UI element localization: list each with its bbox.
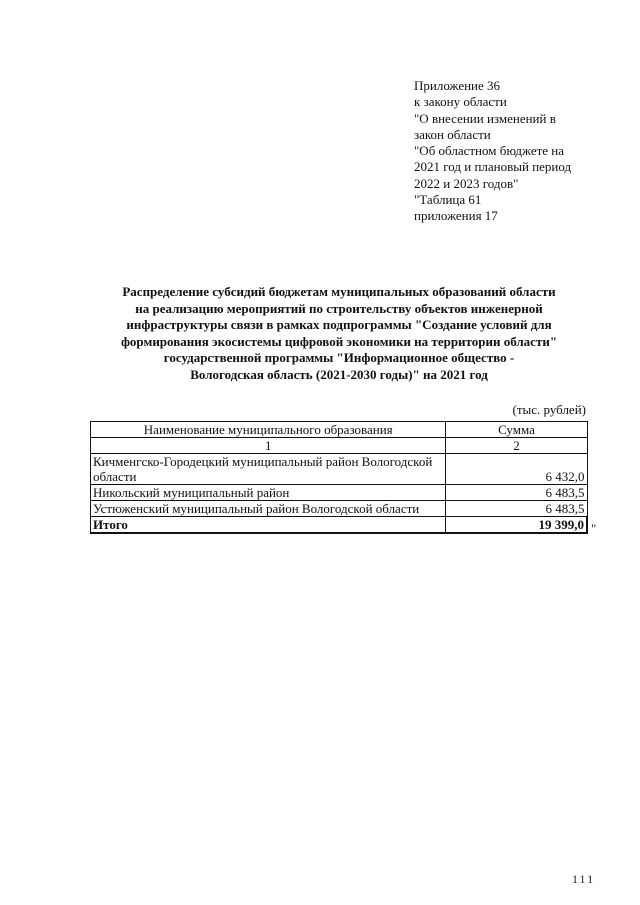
header-sum: Сумма <box>446 422 587 438</box>
appendix-line: "О внесении изменений в <box>414 110 556 126</box>
appendix-line: 2022 и 2023 годов" <box>414 175 519 191</box>
units-label: (тыс. рублей) <box>512 402 586 417</box>
row-name-line: Устюженский муниципальный район Вологодской области <box>93 501 420 516</box>
row-name <box>91 454 446 485</box>
title-line: государственной программы "Информационное общество - <box>163 350 515 366</box>
table-total-row <box>91 517 588 534</box>
appendix-line: приложения 17 <box>414 208 498 224</box>
total-label: Итого <box>91 517 446 534</box>
subsidy-table <box>90 421 588 534</box>
table-row <box>91 501 588 517</box>
appendix-line: закон области <box>414 126 491 142</box>
row-name <box>91 485 446 501</box>
appendix-line: к закону области <box>414 94 507 110</box>
index-cell-2: 2 <box>446 438 587 454</box>
title-line: Распределение субсидий бюджетам муниципальных образований области <box>122 284 556 299</box>
row-name-line: Кичменгско-Городецкий муниципальный район Вологодской <box>93 454 433 469</box>
table-header-row <box>91 422 588 438</box>
header-name: Наименование муниципального образования <box>91 422 446 438</box>
title-line: Вологодская область (2021-2030 годы)" на 2021 год <box>190 366 488 382</box>
table-row <box>91 485 588 501</box>
row-sum: 6 483,5 <box>446 485 587 501</box>
title-line: формирования экосистемы цифровой экономики на территории области" <box>120 333 558 349</box>
closing-quote: " <box>591 521 597 536</box>
title-line: на реализацию мероприятий по строительству объектов инженерной <box>135 300 543 316</box>
title-line: инфраструктуры связи в рамках подпрограммы "Создание условий для <box>126 317 552 333</box>
index-cell-1: 1 <box>91 438 446 454</box>
row-name-line: области <box>93 469 137 484</box>
appendix-line: 2021 год и плановый период <box>414 159 572 175</box>
appendix-line: Приложение 36 <box>414 78 501 93</box>
row-sum: 6 483,5 <box>446 501 587 517</box>
document-title <box>90 284 588 384</box>
row-sum: 6 432,0 <box>446 454 587 485</box>
total-sum: 19 399,0 <box>446 517 587 534</box>
appendix-line: "Об областном бюджете на <box>414 143 565 159</box>
appendix-reference <box>414 78 624 225</box>
appendix-line: "Таблица 61 <box>414 192 482 208</box>
row-name <box>91 501 446 517</box>
row-name-line: Никольский муниципальный район <box>93 485 290 500</box>
page-number: 111 <box>572 872 596 886</box>
table-index-row <box>91 438 588 454</box>
table-row <box>91 454 588 485</box>
